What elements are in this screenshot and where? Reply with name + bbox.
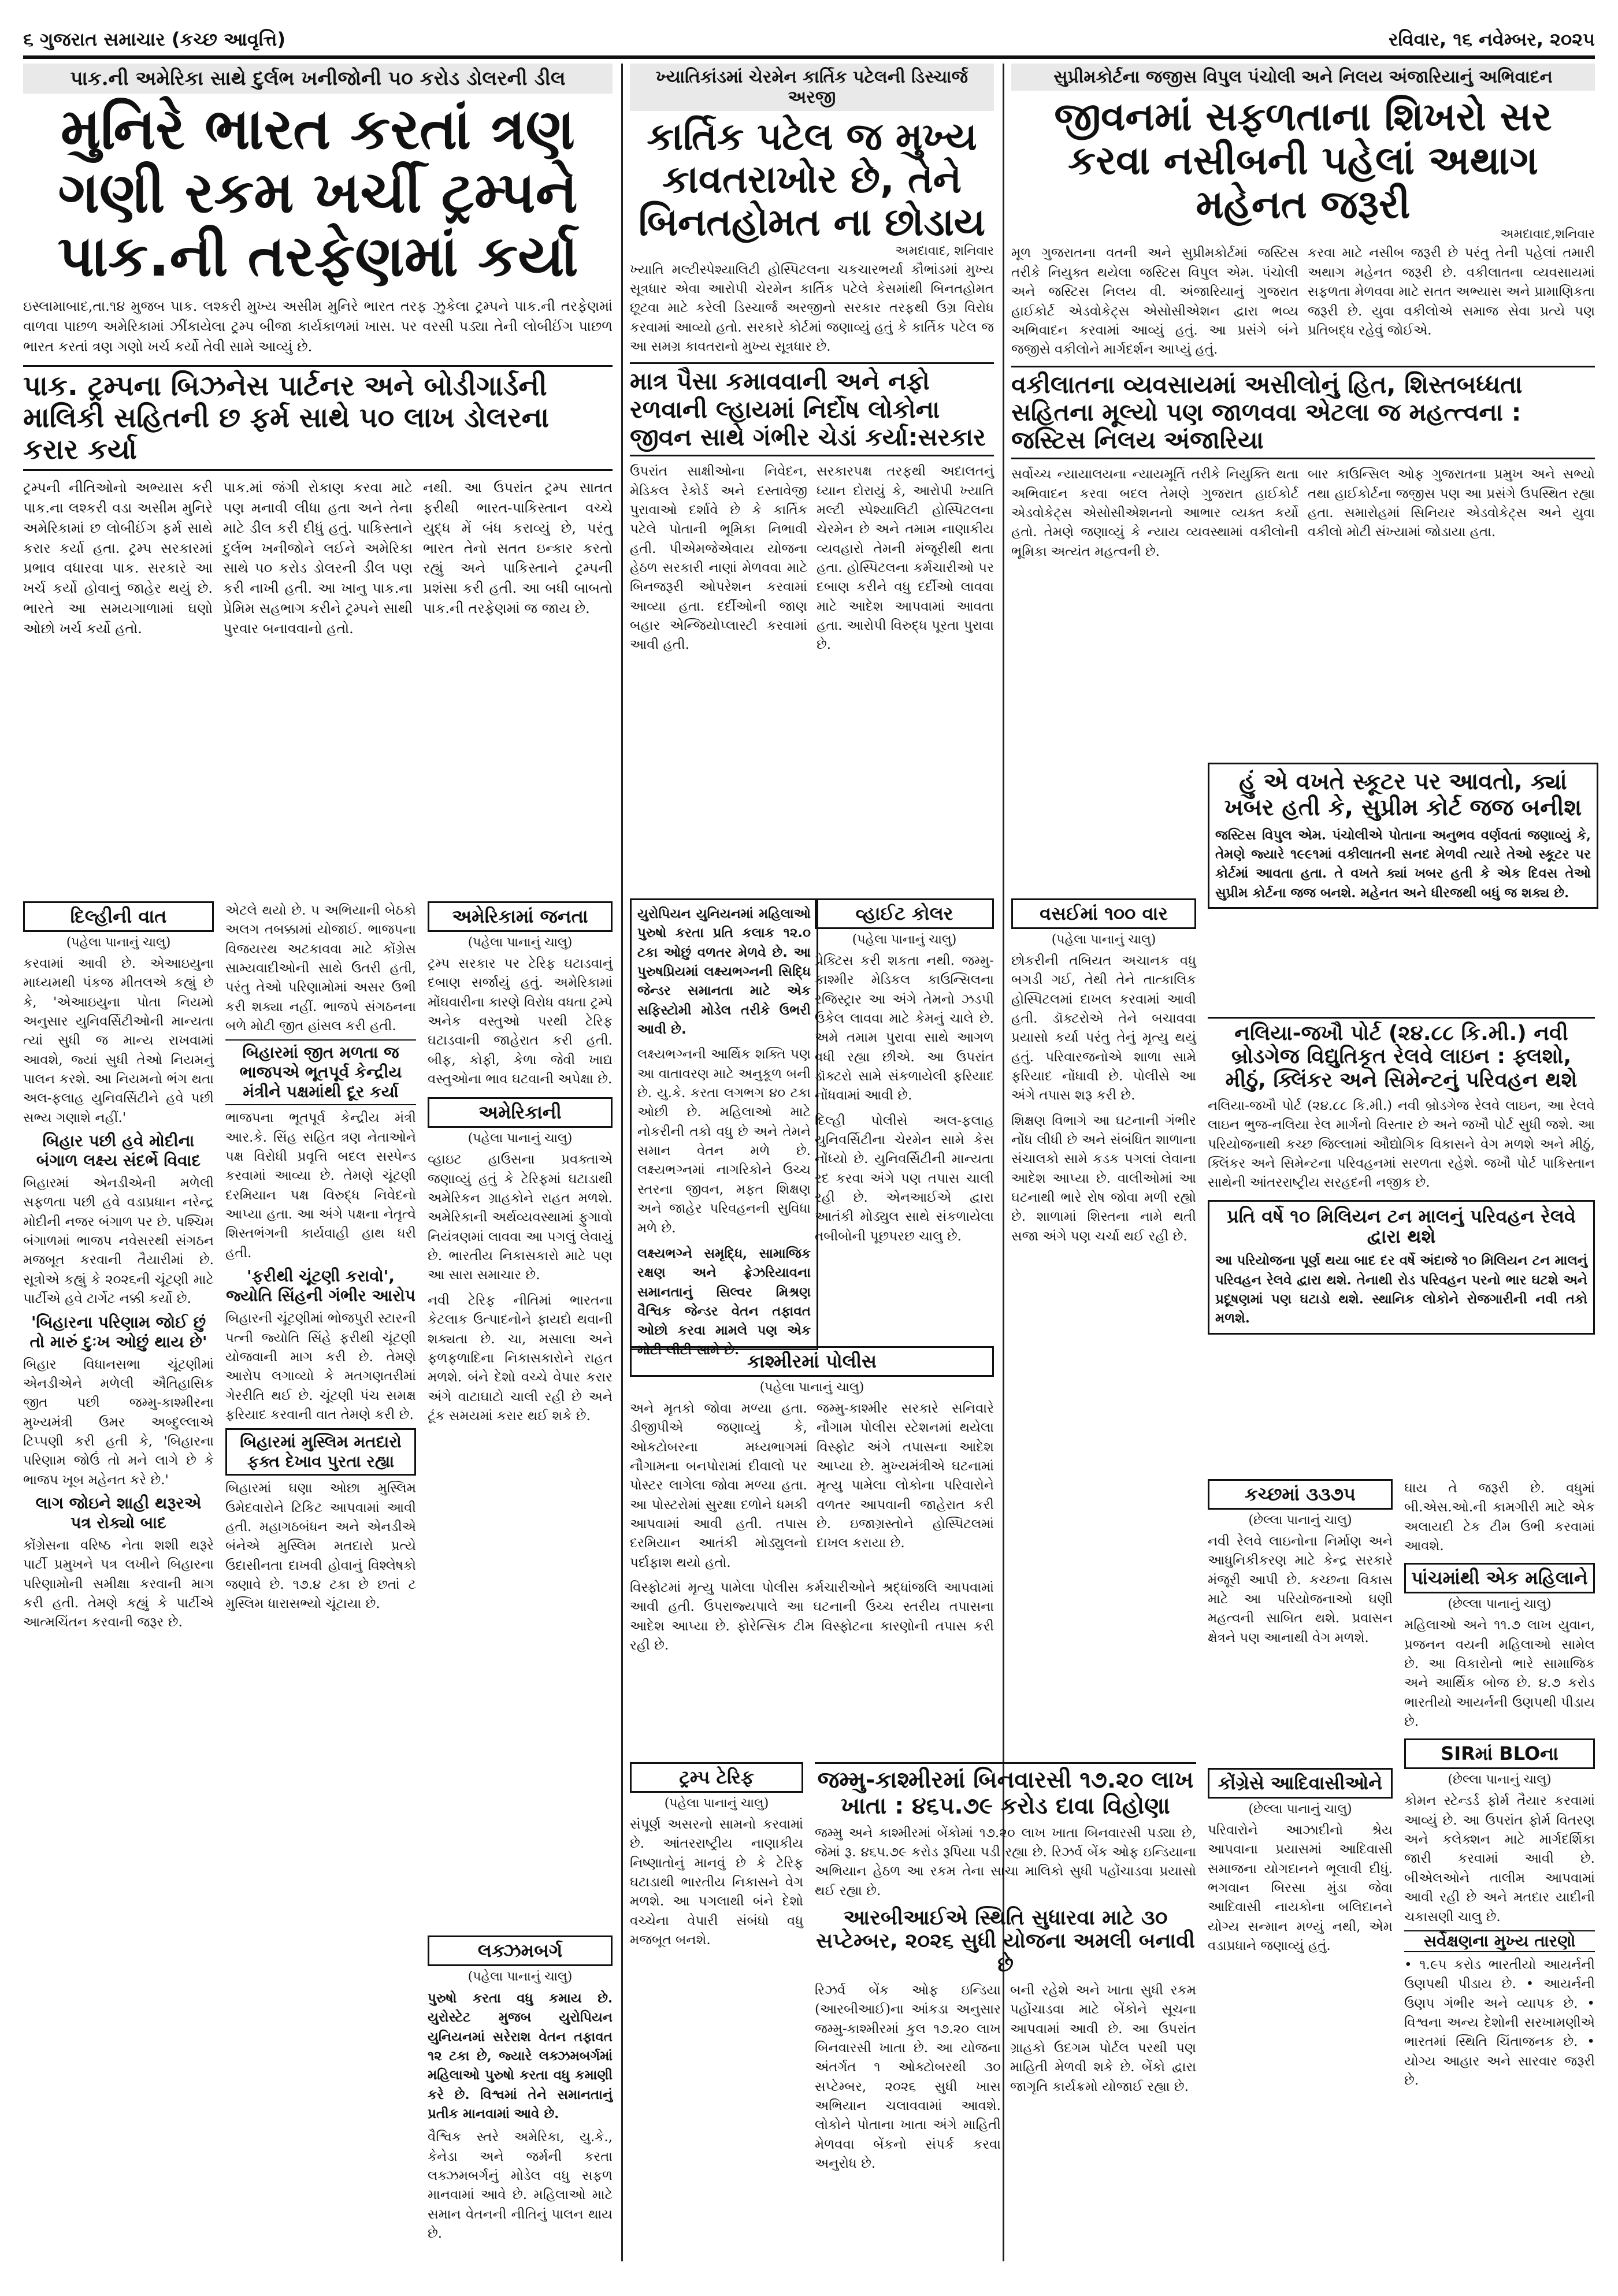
vasai-body-2: શિક્ષણ વિભાગે આ ઘટનાની ગંભીર નોંધ લીધી છે અને સંબંધિત શાળાના સંચાલકો સામે કડક પગલાં લેવાના આદેશ આપ્યા છે. વાલીઓમાં આ ઘટનાથી ભારે રોષ જોવા મળી રહ્યો છે. શાળામાં શિસ્તના નામે થતી સજા અંગે પણ ચર્ચા થઈ રહી છે.: [1011, 1113, 1196, 1244]
jk-body: જમ્મુ અને કાશ્મીરમાં બેંકોમાં ૧૭.૨૦ લાખ ખાતા બિનવારસી પડ્યા છે, જેમાં રૂ. ૪૬૫.૭૯ કરોડ રૂપિયા પડી રહ્યા છે. રિઝર્વ બેંક ઓફ ઇન્ડિયાના અભિયાન હેઠળ આ રકમ તેના સાચા માલિકો સુધી પહોંચાડવા પ્રયાસો થઈ રહ્યા છે.: [815, 1825, 1196, 1899]
sir-blo-body: કોમન સ્ટેન્ડર્ડ ફોર્મ તૈયાર કરવામાં આવ્યું છે. આ ઉપરાંત ફોર્મ વિતરણ અને કલેક્શન માટે માર્ગદર્શિકા જારી કરવામાં આવી છે. બીએલઓને તાલીમ આપવામાં આવી રહી છે અને મતદાર યાદીની ચકાસણી ચાલુ છે.: [1404, 1793, 1595, 1925]
sir-blo-continued-label: (છેલ્લા પાનાનું ચાલુ): [1448, 1773, 1552, 1788]
kutch-body: નવી રેલવે લાઇનોના નિર્માણ અને આધુનિકીકરણ માટે કેન્દ્ર સરકારે મંજૂરી આપી છે. કચ્છના વિકાસ માટે આ પરિયોજનાઓ ઘણી મહત્વની સાબિત થશે. પ્રવાસન ક્ષેત્રને પણ આનાથી વેગ મળશે.: [1208, 1534, 1393, 1645]
americani-body-2: નવી ટેરિફ નીતિમાં ભારતના કેટલાક ઉત્પાદનોને ફાયદો થવાની શક્યતા છે. ચા, મસાલા અને ફળફળાદિના નિકાસકારોને રાહત મળશે. બંને દેશો વચ્ચે વેપાર કરાર અંગે વાટાઘાટો ચાલી રહી છે અને ટૂંક સમયમાં કરાર થઈ શકે છે.: [428, 1292, 613, 1424]
survey-findings-subhead: સર્વેક્ષણના મુખ્ય તારણો: [1404, 1930, 1595, 1952]
story-body-column-2: સરકારપક્ષ તરફથી અદાલતનું ધ્યાન દોરાયું કે, આરોપી ખ્યાતિ મલ્ટી સ્પેશ્યાલિટી હોસ્પિટલના ચેરમેન છે અને તમામ નાણાકીય વ્યવહારો તેમની મંજૂરીથી થતા હતા. હોસ્પિટલના કર્મચારીઓ પર દબાણ કરીને વધુ દર્દીઓ લાવવા માટે આદેશ આપવામાં આવતા હતા. આરોપી વિરુદ્ધ પૂરતા પુરાવા છે.: [817, 464, 994, 653]
bihar-body-muslim-voters: બિહારમાં ઘણા ઓછા મુસ્લિમ ઉમેદવારોને ટિકિટ આપવામાં આવી હતી. મહાગઠબંધન અને એનડીએ બંનેએ મુસ્લિમ મતદારો પ્રત્યે ઉદાસીનતા દાખવી હોવાનું વિશ્લેષકો જણાવે છે. ૧૭.૪ ટકા છે છતાં ટ મુસ્લિમ ધારાસભ્યો ચૂંટાયા છે.: [225, 1481, 416, 1612]
bihar-body-rk-singh: ભાજપના ભૂતપૂર્વ કેન્દ્રીય મંત્રી આર.કે. સિંહ સહિત ત્રણ નેતાઓને પક્ષ વિરોધી પ્રવૃત્તિ બદલ સસ્પેન્ડ કરવામાં આવ્યા છે. તેમણે ચૂંટણી દરમિયાન પક્ષ વિરુદ્ધ નિવેદનો આપ્યા હતા. આ અંગે પક્ષના નેતૃત્વે શિસ્તભંગની કાર્યવાહી હાથ ધરી હતી.: [225, 1110, 416, 1261]
bihar-body-jyoti-singh: બિહારની ચૂંટણીમાં ભોજપુરી સ્ટારની પત્ની જ્યોતિ સિંહે ફરીથી ચૂંટણી યોજવાની માગ કરી છે. તેમણે આરોપ લગાવ્યો કે મતગણતરીમાં ગેરરીતિ થઈ છે. ચૂંટણી પંચ સમક્ષ ફરિયાદ કરવાની વાત તેમણે કરી છે.: [225, 1311, 416, 1422]
bihar-subhead-muslim-voters: બિહારમાં મુસ્લિમ મતદારો ફક્ત દેખાવ પુરતા રહ્યા: [225, 1428, 416, 1476]
delhi-body-bengal: બિહારમાં એનડીએની મળેલી સફળતા પછી હવે વડાપ્રધાન નરેન્દ્ર મોદીની નજર બંગાળ પર છે. પશ્ચિમ બંગાળમાં ભાજપ નવેસરથી સંગઠન મજબૂત કરવાની તૈયારીમાં છે. સૂત્રોએ કહ્યું કે ૨૦૨૬ની ચૂંટણી માટે પાર્ટીએ હવે ટાર્ગેટ નક્કી કર્યો છે.: [23, 1176, 214, 1307]
story-body: ખ્યાતિ મલ્ટીસ્પેશ્યાલિટી હોસ્પિટલના ચકચારભર્યા કૌભાંડમાં મુખ્ય સૂત્રધાર એવા આરોપી ચેરમેન કાર્તિક પટેલે કેસમાંથી બિનતહોમત છૂટવા માટે કરેલી ડિસ્ચાર્જ અરજીનો સરકાર તરફથી ઉગ્ર વિરોધ કરવામાં આવ્યો હતો. સરકારે કોર્ટમાં જણાવ્યું હતું કે કાર્તિક પટેલ જ આ સમગ્ર કાવતરાનો મુખ્ય સૂત્રધાર છે.: [630, 262, 994, 355]
bihar-subhead-rk-singh: બિહારમાં જીત મળતા જ ભાજપએ ભૂતપૂર્વ કેન્દ્રીય મંત્રીને પક્ષમાંથી દૂર કર્યા: [225, 1039, 416, 1105]
bihar-subhead-jyoti-singh: 'ફરીથી ચૂંટણી કરાવો', જ્યોતિ સિંહની ગંભીર આરોપ: [226, 1266, 415, 1306]
trump-tariff-continued-label: (પહેલા પાનાનું ચાલુ): [664, 1796, 769, 1811]
vasai-column: [1011, 898, 1196, 1246]
americani-continued-label: (પહેલા પાનાનું ચાલુ): [467, 1131, 573, 1146]
congress-title: કોંગ્રેસે આદિવાસીઓને: [1208, 1768, 1393, 1799]
story-body-column-1: મૂળ ગુજરાતના વતની અને સુપ્રીમકોર્ટમાં જસ્ટિસ તરીકે નિયુક્ત થયેલા જસ્ટિસ વિપુલ એમ. પંચોલી અને જસ્ટિસ નિલય વી. અંજારિયાનું ગુજરાત હાઈકોર્ટ એડવોકેટ્સ એસોસીએશન દ્વારા ભવ્ય અભિવાદન કરવામાં આવ્યું હતું. આ પ્રસંગે બંને જજીસે વકીલોને માર્ગદર્શન આપ્યું હતું.: [1011, 246, 1298, 358]
story-headline: મુનિરે ભારત કરતાં ત્રણ ગણી રકમ ખર્ચી ટ્રમ્પને પાક.ની તરફેણમાં કર્યા: [57, 96, 578, 289]
railway-freight-headline: પ્રતિ વર્ષે ૧૦ મિલિયન ટન માલનું પરિવહન રેલવે દ્વારા થશે: [1227, 1205, 1576, 1248]
americani-body: વ્હાઇટ હાઉસના પ્રવક્તાએ જણાવ્યું હતું કે ટેરિફમાં ઘટાડાથી અમેરિકન ગ્રાહકોને રાહત મળશે. અમેરિકાની અર્થવ્યવસ્થામાં ફુગાવો નિયંત્રણમાં લાવવા આ પગલું લેવાયું છે. ભારતીય નિકાસકારો માટે પણ આ સારા સમાચાર છે.: [428, 1152, 613, 1283]
story-body-column-1: ઉપરાંત સાક્ષીઓના નિવેદન, મેડિકલ રેકોર્ડ અને દસ્તાવેજી પુરાવાઓ દર્શાવે છે કે કાર્તિક પટેલે પોતાની ભૂમિકા નિભાવી હતી. પીએમજેએવાય યોજના હેઠળ સરકારી નાણાં મેળવવા માટે બિનજરૂરી ઓપરેશન કરવામાં આવ્યા હતા. દર્દીઓની જાણ બહાર એન્જિયોપ્લાસ્ટી કરવામાં આવી હતી.: [630, 464, 807, 653]
america-title: અમેરિકામાં જનતા: [428, 901, 613, 932]
issue-date: રવિવાર, ૧૬ નવેમ્બર, ૨૦૨૫: [1389, 28, 1595, 50]
congress-body: પરિવારોને આઝાદીનો શ્રેય આપવાના પ્રયાસમાં આદિવાસી સમાજના યોગદાનને ભૂલાવી દીધું. ભગવાન બિરસા મુંડા જેવા આદિવાસી નાયકોના બલિદાનને યોગ્ય સન્માન મળ્યું નથી, એમ વડાપ્રધાને જણાવ્યું હતું.: [1208, 1823, 1393, 1954]
scooter-body: જસ્ટિસ વિપુલ એમ. પંચોલીએ પોતાના અનુભવ વર્ણવતાં જણાવ્યું કે, તેમણે જ્યારે ૧૯૯૧માં વકીલાતની સનદ મેળવી ત્યારે તેઓ સ્કૂટર પર કોર્ટમાં આવતા હતા. તે વખતે ક્યાં ખબર હતી કે એક દિવસ તેઓ સુપ્રીમ કોર્ટના જજ બનશે. મહેનત અને ધીરજથી બધું જ શક્ય છે.: [1215, 827, 1591, 901]
delhi-body-tharoor: કોંગ્રેસના વરિષ્ઠ નેતા શશી થરૂરે પાર્ટી પ્રમુખને પત્ર લખીને બિહારના પરિણામોની સમીક્ષા કરવાની માગ કરી હતી. તેમણે કહ્યું કે પાર્ટીએ આત્મચિંતન કરવાની જરૂર છે.: [23, 1537, 214, 1630]
delhi-subhead-omar: 'બિહારના પરિણામ જોઈ છું તો મારું દુઃખ ઓછું થાય છે': [29, 1312, 207, 1351]
story-supreme-court-judges: [1011, 64, 1595, 562]
eu-women-body-2: લક્ષ્યભગ્ને સમૃદ્ધિ, સામાજિક રક્ષણ અને ફ્રેઝરિયાવના સમાનતાનું સિલ્વર મિશ્રણ વૈશ્વિક જેન્ડર વેતન તફાવત ઓછો કરવા મામલે પણ એક મોટી લીટી સામે છે.: [637, 1245, 811, 1358]
kutch-continued-label: (છેલ્લા પાનાનું ચાલુ): [1248, 1513, 1352, 1528]
masthead: [23, 23, 1595, 59]
kashmir-police-column: [630, 1346, 994, 1655]
story-karthik-patel: [630, 64, 994, 655]
story-body-column-3: નથી. આ ઉપરાંત ટ્રમ્પ સાતત ફરીથી ભારત-પાકિસ્તાન વચ્ચે યુદ્ધ મેં બંધ કરાવ્યું છે, પરંતુ ભારત તેનો સતત ઇન્કાર કરતો રહ્યું અને પાકિસ્તાને ટ્રમ્પની પ્રશંસા કરી હતી. આ બધી બાબતો પાક.ની તરફેણમાં જ જાય છે.: [423, 480, 613, 616]
story-body-column-2: કરવા માટે નસીબ જરૂરી છે પરંતુ તેની પહેલાં તમારી અથાગ મહેનત જરૂરી છે. વકીલાતના વ્યવસાયમાં સફળતા મેળવવા માટે સતત અભ્યાસ અને પ્રામાણિકતા જરૂરી છે. યુવા વકીલોએ સમાજ સેવા પ્રત્યે પણ પ્રતિબદ્ધ રહેવું જોઈએ.: [1308, 246, 1595, 338]
story-body-column-1: ટ્રમ્પની નીતિઓનો અભ્યાસ કરી પાક.ના લશ્કરી વડા અસીમ મુનિરે અમેરિકામાં છ લોબીઈંગ ફર્મ સાથે કરાર કર્યા હતા. ટ્રમ્પ સરકારમાં પ્રભાવ વધારવા પાક. સરકારે આ ખર્ચ કર્યો હોવાનું જાહેર થયું છે. ભારતે આ સમયગાળામાં ઘણો ઓછો ખર્ચ કર્યો હતો.: [23, 480, 213, 637]
luxembourg-column: [428, 1935, 613, 2243]
kutch-body-continued: ઘાય તે જરૂરી છે. વધુમાં બી.એસ.ઓ.ની કામગીરી માટે એક અલાયદી ટેક ટીમ ઉભી કરવામાં આવશે.: [1404, 1481, 1595, 1554]
america-continued-label: (પહેલા પાનાનું ચાલુ): [467, 935, 573, 950]
kashmir-police-body-3: વિસ્ફોટમાં મૃત્યુ પામેલા પોલીસ કર્મચારીઓને શ્રદ્ધાંજલિ આપવામાં આવી હતી. ઉપરાજ્યપાલે આ ઘટનાની ઉચ્ચ સ્તરીય તપાસના આદેશ આપ્યા છે. ફોરેન્સિક ટીમ વિસ્ફોટના કારણોની તપાસ કરી રહી છે.: [630, 1580, 994, 1654]
railway-freight-body: આ પરિયોજના પૂર્ણ થયા બાદ દર વર્ષે અંદાજે ૧૦ મિલિયન ટન માલનું પરિવહન રેલવે દ્વારા થશે. તેનાથી રોડ પરિવહન પરનો ભાર ઘટશે અને પ્રદૂષણમાં પણ ઘટાડો થશે. સ્થાનિક લોકોને રોજગારીની નવી તકો મળશે.: [1215, 1253, 1587, 1327]
page-number-and-paper-name: ૬ ગુજરાત સમાચાર (કચ્છ આવૃત્તિ): [23, 28, 286, 50]
story-subhead: પાક. ટ્રમ્પના બિઝનેસ પાર્ટનર અને બોડીગાર્ડની માલિકી સહિતની છ ફર્મ સાથે ૫૦ લાખ ડોલરના કરાર કર્યા: [23, 365, 613, 471]
railway-headline: નલિયા-જખૌ પોર્ટ (૨૪.૮૮ કિ.મી.) નવી બ્રોડગેજ વિદ્યુતિકૃત રેલવે લાઇન : ફ્લશો, મીઠું, ક્લિંકર અને સિમેન્ટનું પરિવહન થશે: [1208, 1017, 1595, 1092]
bihar-column: [225, 901, 416, 1614]
white-collar-body: પ્રેક્ટિસ કરી શકતા નથી. જમ્મુ-કાશ્મીર મેડિકલ કાઉન્સિલના રજિસ્ટ્રાર આ અંગે તેમનો ઝડપી ઉકેલ લાવવા માટે કેમનું ચાલે છે. અમે તમામ પુરાવા સાથે આગળ વધી રહ્યા છીએ. આ ઉપરાંત ડૉક્ટરો સામે સંકળાયેલી ફરિયાદ નોંધવામાં આવી છે.: [815, 953, 994, 1104]
trump-tariff-body: સંપૂર્ણ અસરનો સામનો કરવામાં છે. આંતરરાષ્ટ્રીય નાણાકીય નિષ્ણાતોનું માનવું છે કે ટેરિફ ઘટાડાથી ભારતીય નિકાસને વેગ મળશે. આ પગલાથી બંને દેશો વચ્ચેના વેપારી સંબંધો વધુ મજબૂત બનશે.: [630, 1817, 803, 1948]
congress-continued-label: (છેલ્લા પાનાનું ચાલુ): [1248, 1802, 1352, 1816]
delhi-continued-label: (પહેલા પાનાનું ચાલુ): [66, 935, 171, 950]
kutch-column: [1208, 1479, 1393, 1648]
five-women-title: પાંચમાંથી એક મહિલાને: [1404, 1563, 1595, 1593]
story-headline: જીવનમાં સફળતાના શિખરો સર કરવા નસીબની પહેલાં અથાગ મહેનત જરૂરી: [1054, 94, 1552, 228]
story-dateline: અમદાવાદ, શનિવાર: [895, 243, 994, 258]
vasai-body: છોકરીની તબિયત અચાનક વધુ બગડી ગઈ, તેથી તેને તાત્કાલિક હોસ્પિટલમાં દાખલ કરવામાં આવી હતી. ડૉક્ટરોએ તેને બચાવવા પ્રયાસો કર્યા પરંતુ તેનું મૃત્યુ થયું હતું. પરિવારજનોએ શાળા સામે ફરિયાદ નોંધાવી છે. પોલીસે આ અંગે તપાસ શરૂ કરી છે.: [1011, 953, 1196, 1104]
delhi-subhead-bengal: બિહાર પછી હવે મોદીના બંગાળ લક્ષ્ય સંદર્ભે વિવાદ: [36, 1131, 201, 1171]
kashmir-police-title: કાશ્મીરમાં પોલીસ: [630, 1346, 994, 1377]
eu-women-pay-box: [630, 898, 818, 1358]
jk-unclaimed-accounts-story: [815, 1762, 1196, 2174]
congress-column: [1208, 1768, 1393, 1956]
five-women-continued-label: (છેલ્લા પાનાનું ચાલુ): [1448, 1597, 1552, 1612]
rbi-body: રિઝર્વ બેંક ઓફ ઇન્ડિયા (આરબીઆઈ)ના આંકડા અનુસાર જમ્મુ-કાશ્મીરમાં કુલ ૧૭.૨૦ લાખ બિનવારસી ખાતા છે. આ યોજના અંતર્ગત ૧ ઓક્ટોબરથી ૩૦ સપ્ટેમ્બર, ૨૦૨૬ સુધી ખાસ અભિયાન ચલાવવામાં આવશે. લોકોને પોતાના ખાતા અંગે માહિતી મેળવવા બેંકનો સંપર્ક કરવા અનુરોધ છે.: [815, 1982, 1001, 2171]
kashmir-police-continued-label: (પહેલા પાનાનું ચાલુ): [759, 1380, 864, 1395]
luxembourg-continued-label: (પહેલા પાનાનું ચાલુ): [467, 1970, 573, 1984]
story-body-column-2: પાક.માં જંગી રોકાણ કરવા માટે પણ મનાવી લીધા હતા અને તેના માટે ડીલ કરી દીધું હતું. પાકિસ્તાને દુર્લભ ખનીજોને લઈને અમેરિકા સાથે ૫૦ કરોડ ડોલરની ડીલ પણ કરી નાખી હતી. આ ખાનુ પાક.ના પ્રેમિમ સહભાગ કરીને ટ્રમ્પને સાથી પુરવાર બનાવવાનો હતો.: [223, 480, 413, 637]
delhi-body-omar: બિહાર વિધાનસભા ચૂંટણીમાં એનડીએને મળેલી ઐતિહાસિક જીત પછી જમ્મુ-કાશ્મીરના મુખ્યમંત્રી ઉમર અબ્દુલ્લાએ ટિપ્પણી કરી હતી કે, 'બિહારના પરિણામ જોઉં તો મને લાગે છે કે ભાજપ ખૂબ મહેનત કરે છે.': [23, 1357, 214, 1488]
kutch-title: કચ્છમાં ૩૩૭૫: [1208, 1479, 1393, 1510]
jk-headline: જમ્મુ-કાશ્મીરમાં બિનવારસી ૧૭.૨૦ લાખ ખાતા : ૪૬૫.૭૯ કરોડ દાવા વિહોણા: [815, 1762, 1196, 1819]
america-body: ટ્રમ્પ સરકાર પર ટેરિફ ઘટાડવાનું દબાણ સર્જાયું હતું. અમેરિકામાં મોંઘવારીના કારણે વિરોધ વધતા ટ્રમ્પે અનેક વસ્તુઓ પરથી ટેરિફ ઘટાડવાની જાહેરાત કરી હતી. બીફ, કોફી, કેળા જેવી ખાદ્ય વસ્તુઓના ભાવ ઘટવાની અપેક્ષા છે.: [428, 956, 613, 1087]
story-dateline: અમદાવાદ,શનિવાર: [1500, 227, 1595, 242]
trump-tariff-column: [630, 1762, 803, 1950]
delhi-subhead-tharoor: લાગ જોઇને શાહી થરૂરએ પત્ર રોક્યો બાદ: [35, 1493, 202, 1532]
story-body-column-3: સર્વોચ્ચ ન્યાયાલયના ન્યાયમૂર્તિ તરીકે નિયુક્તિ થતા અભિવાદન કરવા બદલ તેમણે ગુજરાત હાઈકોર્ટ એડવોકેટ્સ એસોસીએશનનો આભાર વ્યક્ત કર્યો હતો. તેમણે જણાવ્યું કે ન્યાય વ્યવસ્થામાં વકીલોની ભૂમિકા અત્યંત મહત્વની છે.: [1011, 467, 1298, 559]
delhi-body: કરવામાં આવી છે. એઆઇયુના માધ્યમથી પંકજ મીતલએ કહ્યું છે કે, 'એઆઇયુના પોતા નિયમો અનુસાર યુનિવર્સિટીઓની માન્યતા ત્યાં સુધી જ માન્ય રાખવામાં આવશે, જ્યાં સુધી તેઓ નિયમનું પાલન કરશે. આ નિયમનો ભંગ થતા અલ-ફલાહ યુનિવર્સિટીને હવે પછી સભ્ય ગણાશે નહીં.': [23, 956, 214, 1125]
scooter-headline: હું એ વખતે સ્કૂટર પર આવતો, ક્યાં ખબર હતી કે, સુપ્રીમ કોર્ટ જજ બનીશ: [1224, 768, 1582, 821]
railway-body: નલિયા-જખૌ પોર્ટ (૨૪.૮૮ કિ.મી.) નવી બ્રોડગેજ રેલવે લાઇન, આ રેલવે લાઇન ભુજ-નલિયા રેલ માર્ગનો વિસ્તાર છે અને જખૌ પોર્ટ સુધી જશે. આ પરિયોજનાથી કચ્છ જિલ્લામાં ઔદ્યોગિક વિકાસને વેગ મળશે અને મીઠું, ક્લિંકર અને સિમેન્ટના પરિવહનમાં સરળતા રહેશે. જખૌ પોર્ટ પાકિસ્તાન સાથેની આંતરરાષ્ટ્રીય સરહદની નજીક છે.: [1208, 1098, 1595, 1191]
vasai-continued-label: (પહેલા પાનાનું ચાલુ): [1051, 932, 1156, 947]
america-column: [428, 901, 613, 1426]
story-subhead: વકીલાતના વ્યવસાયમાં અસીલોનું હિત, શિસ્તબધ્ધતા સહિતના મૂલ્યો પણ જાળવવા એટલા જ મહત્ત્વના : જસ્ટિસ નિલય અંજારિયા: [1011, 366, 1595, 460]
story-headline: કાર્તિક પટેલ જ મુખ્ય કાવતરાખોર છે, તેને બિનતહોમત ના છોડાય: [639, 114, 985, 244]
railway-freight-box: [1208, 1200, 1595, 1335]
eu-women-headline: યુરોપિયન યુનિયનમાં મહિલાઓ પુરુષો કરતા પ્રતિ કલાક ૧૨.૦ ટકા ઓછું વળતર મેળવે છે. આ પુરુષપ્રિયમાં લક્ષ્યભગ્નની સિદ્ધિ જેન્ડર સમાનતા માટે એક સફિસ્ટોમી મોડેલ તરીકે ઉભરી આવી છે.: [637, 906, 811, 1038]
delhi-column: [23, 901, 214, 1633]
story-body-column-4: બાર કાઉન્સિલ ઓફ ગુજરાતના પ્રમુખ અને સભ્યો તથા હાઈકોર્ટના જજીસ પણ આ પ્રસંગે ઉપસ્થિત રહ્યા હતા. સમારોહમાં સિનિયર એડવોકેટ્સ અને યુવા વકીલો મોટી સંખ્યામાં જોડાયા હતા.: [1308, 467, 1595, 540]
story-kicker: ખ્યાતિકાંડમાં ચેરમેન કાર્તિક પટેલની ડિસ્ચાર્જ અરજી: [630, 64, 994, 111]
luxembourg-body: પુરુષો કરતા વધુ કમાય છે. યુરોસ્ટેટ મુજબ યુરોપિયન યુનિયનમાં સરેરાશ વેતન તફાવત ૧૨ ટકા છે, જ્યારે લક્ઝમબર્ગમાં મહિલાઓ પુરુષો કરતા વધુ કમાણી કરે છે. વિશ્વમાં તેને સમાનતાનું પ્રતીક માનવામાં આવે છે.: [428, 1990, 613, 2122]
trump-tariff-title: ટ્રમ્પ ટેરિફ: [630, 1762, 803, 1793]
kashmir-police-body: અને મૃતકો જોવા મળ્યા હતા. ડીજીપીએ જણાવ્યું કે, ઓકટોબરના મધ્યભાગમાં નૌગામના બનપોરામાં દીવાલો પર પોસ્ટર લાગેલા જોવા મળ્યા હતા. આ પોસ્ટરોમાં સુરક્ષા દળોને ધમકી આપવામાં આવી હતી. તપાસ દરમિયાન આતંકી મોડ્યુલનો પર્દાફાશ થયો હતો.: [630, 1401, 807, 1570]
rbi-headline: આરબીઆઈએ સ્થિતિ સુધારવા માટે ૩૦ સપ્ટેમ્બર, ૨૦૨૬ સુધી યોજના અમલી બનાવી છે: [816, 1905, 1195, 1977]
railway-story: [1208, 1017, 1595, 1335]
delhi-title: દિલ્હીની વાત: [23, 901, 214, 932]
vasai-title: વસઈમાં ૧૦૦ વાર: [1011, 898, 1196, 929]
five-women-body: મહિલાઓ અને ૧૧.૭ લાખ યુવાન, પ્રજનન વયની મહિલાઓ સામેલ છે. આ વિકારોનો ભારે સામાજિક અને આર્થિક બોજ છે. ૪.૭ કરોડ ભારતીયો આયર્નની ઉણપથી પીડાય છે.: [1404, 1618, 1595, 1730]
scooter-quote-box: [1208, 763, 1598, 909]
white-collar-continued-label: (પહેલા પાનાનું ચાલુ): [852, 932, 957, 947]
eu-women-body: લક્ષ્યભગ્નની આર્થિક શક્તિ પણ આ વાતાવરણ માટે અનુકૂળ બની છે. યુ.કે. કરતા લગભગ ૪૦ ટકા ઓછી છે. મહિલાઓ માટે નોકરીની તકો વધુ છે અને તેમને સમાન વેતન મળે છે. લક્ષ્યભગ્નમાં નાગરિકોને ઉચ્ચ સ્તરના જીવન, મફત શિક્ષણ અને જાહેર પરિવહનની સુવિધા મળે છે.: [637, 1047, 811, 1236]
americani-title: અમેરિકાની: [428, 1097, 613, 1128]
kashmir-police-body-2: જમ્મુ-કાશ્મીર સરકારે સનિવારે નૌગામ પોલીસ સ્ટેશનમાં થયેલા વિસ્ફોટ અંગે તપાસના આદેશ આપ્યા છે. મુખ્યમંત્રીએ ઘટનામાં મૃત્યુ પામેલા લોકોના પરિવારોને વળતર આપવાની જાહેરાત કરી છે. ઇજાગ્રસ્તોને હોસ્પિટલમાં દાખલ કરાયા છે.: [817, 1401, 994, 1551]
story-munir-lobbying: [23, 64, 613, 639]
sir-blo-title: SIRમાં BLOના: [1404, 1738, 1595, 1769]
right-column: [1404, 1479, 1595, 2090]
story-kicker: સુપ્રીમકોર્ટના જજીસ વિપુલ પંચોલી અને નિલય અંજારિયાનું અભિવાદન: [1011, 64, 1595, 91]
story-intro: ઇસ્લામાબાદ,તા.૧૪ મુજબ પાક. લશ્કરી મુખ્ય અસીમ મુનિરે ભારત તરફ ઝુકેલા ટ્રમ્પને પાક.ની તરફેણમાં વાળવા પાછળ અમેરિકામાં ઝીંકાયેલા ટ્રમ્પ બીજા કાર્યકાળમાં ખાસ. પર વરસી પડ્યા તેની લોબીઈંગ પાછળ ભારત કરતાં ત્રણ ગણો ખર્ચ કર્યો તેવી સામે આવ્યું છે.: [23, 298, 613, 355]
column-divider: [621, 64, 623, 2261]
white-collar-title: વ્હાઈટ કોલર: [815, 898, 994, 929]
bihar-body: એટલે થયો છે. ૫ અભિયાની બેઠકો અલગ તબક્કામાં યોજાઈ. ભાજપના વિજયરથ અટકાવવા માટે કોંગ્રેસ સામ્યવાદીઓની સાથે ઉતરી હતી, પરંતુ તેઓ પરિણામોમાં અસર ઉભી કરી શક્યા નહીં. ભાજપે સંગઠનના બળે મોટી જીત હાંસલ કરી હતી.: [225, 903, 416, 1034]
luxembourg-title: લક્ઝમબર્ગ: [428, 1935, 613, 1966]
rbi-body-2: બની રહેશે અને ખાતા સુધી રકમ પહોંચાડવા માટે બેંકોને સૂચના આપવામાં આવી છે. આ ઉપરાંત ગ્રાહકો ઉદગમ પોર્ટલ પરથી પણ માહિતી મેળવી શકે છે. બેંકો દ્વારા જાગૃતિ કાર્યક્રમો યોજાઈ રહ્યા છે.: [1010, 1982, 1196, 2094]
story-kicker: પાક.ની અમેરિકા સાથે દુર્લભ ખનીજોની ૫૦ કરોડ ડોલરની ડીલ: [23, 64, 613, 94]
survey-findings-list: • ૧.૯૫ કરોડ ભારતીયો આયર્નની ઉણપથી પીડાય છે. • આયર્નની ઉણપ ગંભીર અને વ્યાપક છે. • વિશ્વના અન્ય દેશોની સરખામણીએ ભારતમાં સ્થિતિ ચિંતાજનક છે. • યોગ્ય આહાર અને સારવાર જરૂરી છે.: [1404, 1957, 1595, 2088]
white-collar-body-2: દિલ્હી પોલીસે અલ-ફલાહ યુનિવર્સિટીના ચેરમેન સામે કેસ નોંધ્યો છે. યુનિવર્સિટીની માન્યતા રદ કરવા અંગે પણ તપાસ ચાલી રહી છે. એનઆઈએ દ્વારા આતંકી મોડ્યુલ સાથે સંકળાયેલા તબીબોની પૂછપરછ ચાલુ છે.: [815, 1113, 994, 1244]
story-subhead: માત્ર પૈસા કમાવવાની અને નફો રળવાની લ્હાયમાં નિર્દોષ લોકોના જીવન સાથે ગંભીર ચેડાં કર્યા:સરકાર: [630, 362, 994, 456]
luxembourg-body-2: વૈશ્વિક સ્તરે અમેરિકા, યુ.કે., કેનેડા અને જર્મની કરતા લક્ઝમબર્ગનું મોડેલ વધુ સફળ માનવામાં આવે છે. મહિલાઓ માટે સમાન વેતનની નીતિનું પાલન થાય છે.: [428, 2130, 613, 2242]
white-collar-column: [815, 898, 994, 1246]
